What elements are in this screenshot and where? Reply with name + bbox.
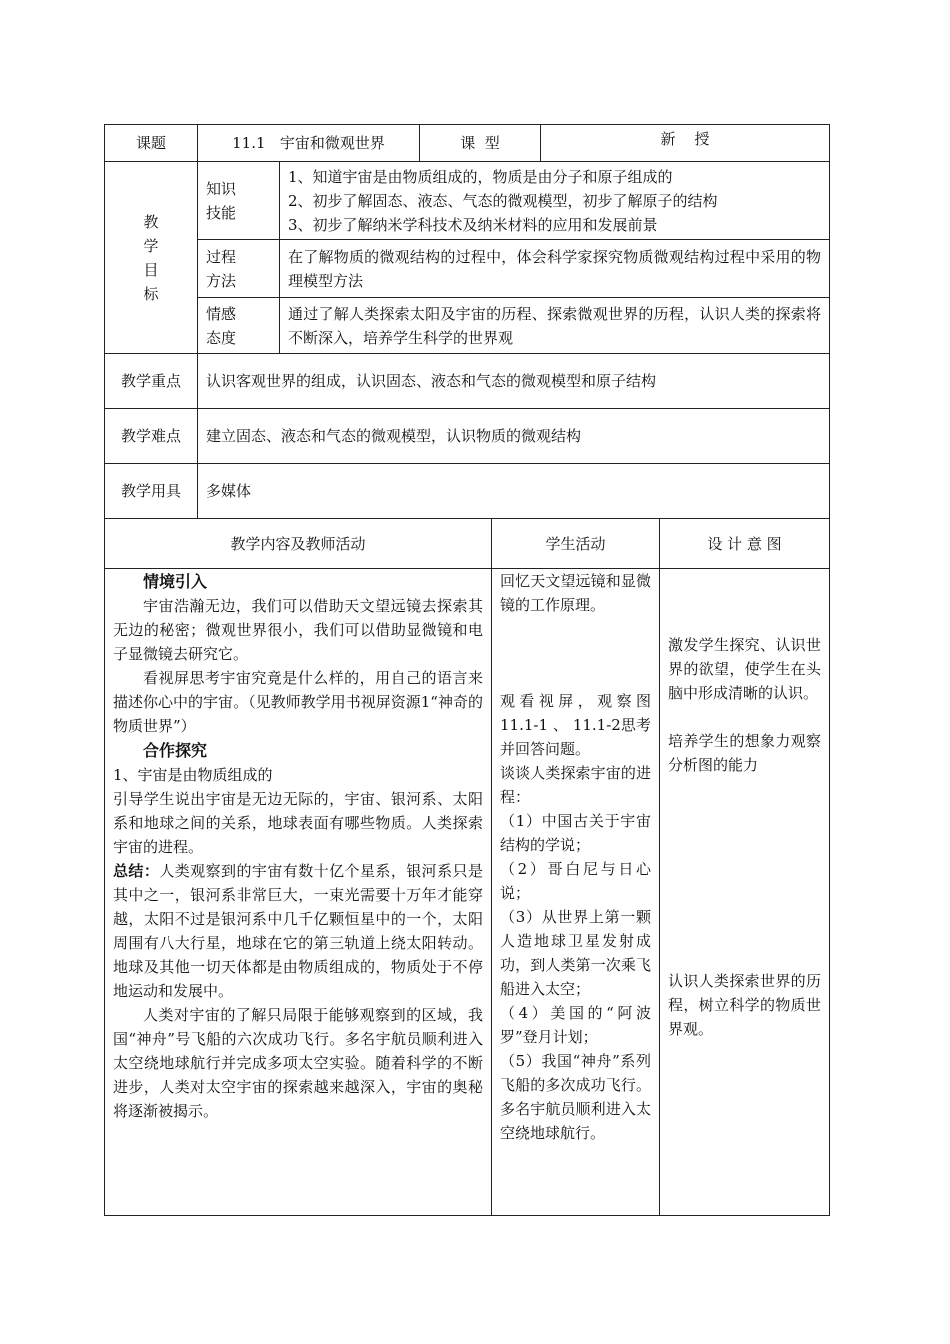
item-heading: 1、宇宙是由物质组成的 (113, 766, 273, 784)
student-observe: 观看视屏，观察图11.1-1 、 11.1-2思考并回答问题。 (500, 692, 652, 758)
section-explore-title: 合作探究 (143, 741, 208, 760)
knowledge-label: 知识 技能 (198, 162, 280, 240)
student-point-1: （1）中国古关于宇宙结构的学说； (500, 812, 652, 854)
summary-paragraph (113, 859, 483, 1003)
student-discuss: 谈谈人类探索宇宙的进程： (500, 764, 652, 806)
lesson-type-value: 新 授 (541, 125, 830, 162)
section-intro-title: 情境引入 (143, 572, 208, 591)
tools-label: 教学用具 (105, 464, 198, 519)
student-content (492, 569, 660, 1216)
difficulty-label: 教学难点 (105, 409, 198, 464)
summary-text: 人类观察到的宇宙有数十亿个星系，银河系只是其中之一，银河系非常巨大，一束光需要十万年才能穿越，太阳不过是银河系中几千亿颗恒星中的一个，太阳周围有八大行星，地球在它的第三轨道上绕太阳转动。地球及其他一切天体都是由物质组成的，物质处于不停地运动和发展中。 (113, 862, 483, 1000)
emotion-label: 情感 态度 (198, 298, 280, 354)
objectives-label: 教 学 目 标 (105, 162, 198, 354)
design-column-header: 设 计 意 图 (660, 519, 830, 569)
design-note-2: 培养学生的想象力观察分析图的能力 (668, 732, 822, 774)
difficulty-text: 建立固态、液态和气态的微观模型，认识物质的微观结构 (198, 409, 830, 464)
student-point-3: （3）从世界上第一颗人造地球卫星发射成功，到人类第一次乘飞船进入太空； (500, 908, 652, 998)
video-paragraph: 看视屏思考宇宙究竟是什么样的，用自己的语言来描述你心中的宇宙。（见教师教学用书视屏资源1“神奇的物质世界”） (113, 669, 483, 735)
intro-paragraph: 宇宙浩瀚无边，我们可以借助天文望远镜去探索其无边的秘密；微观世界很小，我们可以借助显微镜和电子显微镜去研究它。 (113, 597, 483, 663)
student-point-2: （2）哥白尼与日心说； (500, 860, 652, 902)
tools-text: 多媒体 (198, 464, 830, 519)
student-point-5: （5）我国“神舟”系列飞船的多次成功飞行。多名宇航员顺利进入太空绕地球航行。 (500, 1052, 652, 1142)
topic-value: 11.1 宇宙和微观世界 (198, 125, 420, 162)
teacher-content (105, 569, 492, 1216)
process-label: 过程 方法 (198, 240, 280, 298)
emotion-text: 通过了解人类探索太阳及宇宙的历程、探索微观世界的历程，认识人类的探索将不断深入，培养学生科学的世界观 (280, 298, 830, 354)
teacher-column-header: 教学内容及教师活动 (105, 519, 492, 569)
design-content (660, 569, 830, 1216)
topic-label: 课题 (105, 125, 198, 162)
summary-label: 总结： (113, 862, 160, 880)
space-paragraph: 人类对宇宙的了解只局限于能够观察到的区域，我国“神舟”号飞船的六次成功飞行。多名宇航员顺利进入太空绕地球航行并完成多项太空实验。随着科学的不断进步，人类对太空宇宙的探索越来越深入，宇宙的奥秘将逐渐被揭示。 (113, 1006, 483, 1120)
guide-paragraph: 引导学生说出宇宙是无边无际的，宇宙、银河系、太阳系和地球之间的关系，地球表面有哪些物质。人类探索宇宙的进程。 (113, 790, 483, 856)
lesson-plan-table (104, 124, 830, 1216)
design-note-1: 激发学生探究、认识世界的欲望，使学生在头脑中形成清晰的认识。 (668, 636, 822, 702)
student-recall: 回忆天文望远镜和显微镜的工作原理。 (500, 572, 652, 614)
knowledge-items: 1、知道宇宙是由物质组成的，物质是由分子和原子组成的 2、初步了解固态、液态、气态的微观模型，初步了解原子的结构 3、初步了解纳米学科技术及纳米材料的应用和发展前景 (280, 162, 830, 240)
process-text: 在了解物质的微观结构的过程中，体会科学家探究物质微观结构过程中采用的物理模型方法 (280, 240, 830, 298)
student-column-header: 学生活动 (492, 519, 660, 569)
lesson-type-label: 课 型 (420, 125, 541, 162)
design-note-3: 认识人类探索世界的历程，树立科学的物质世界观。 (668, 972, 822, 1038)
lesson-plan (104, 124, 829, 1216)
key-point-text: 认识客观世界的组成，认识固态、液态和气态的微观模型和原子结构 (198, 354, 830, 409)
student-point-4: （4）美国的“阿波罗”登月计划； (500, 1004, 652, 1046)
key-point-label: 教学重点 (105, 354, 198, 409)
